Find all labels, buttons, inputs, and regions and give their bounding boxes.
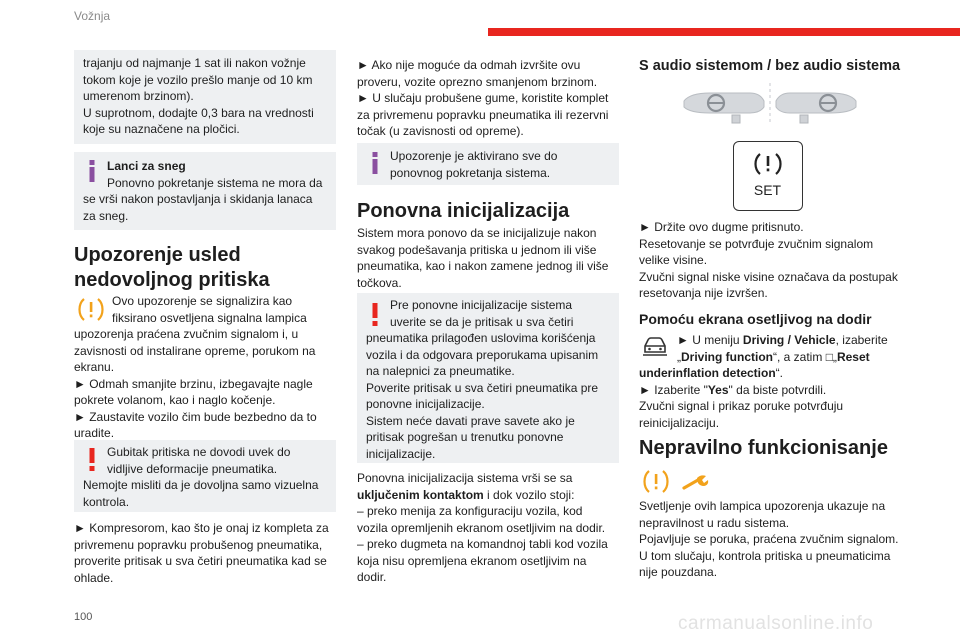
caution-line: Gubitak pritiska ne dovodi uvek do [107,445,291,459]
compressor-line: ohlade. [74,570,114,585]
exclamation-icon [371,303,379,327]
confirm-text: ► Izaberite " [639,382,708,397]
heading-touchscreen: Pomoću ekrana osetljivog na dodir [639,311,872,327]
tyre-pressure-icon [751,151,785,177]
malfunction-line: nije pouzdana. [639,565,718,579]
note-line: tokom koje je vozilo prešlo manje od 10 km [83,72,313,87]
warn-text-line: fiksirano osvetljena signalna lampica [112,310,307,325]
caution-line: pneumatika prilagođen uslovima korišćenja [366,331,596,345]
heading-reinitialization: Ponovna inicijalizacija [357,200,570,222]
heading-underinflation: Upozorenje usled [74,244,241,266]
compressor-line: proverite pritisak u sva četiri pneumatika kad se [74,554,327,568]
note-line: U suprotnom, dodajte 0,3 bara na vrednosti [83,105,314,120]
compressor-line: ► Kompresorom, kao što je onaj iz kompleta za [74,521,329,535]
col2-top-line: ► U slučaju probušene gume, koristite komplet [357,91,609,105]
reinit-method-line [357,487,608,504]
reinit-method-line: – preko menija za konfiguraciju vozila, kod [357,504,583,518]
menu-reset: Reset [836,349,870,364]
col2-top-line: za privremenu popravku pneumatika ili rezervni [357,107,609,122]
reinit-method-line: dodir. [357,570,387,584]
malfunction-line: Svetljenje ovih lampica upozorenja ukazuje na [639,499,886,513]
menu-driving-vehicle: Driving / Vehicle [742,333,836,347]
wrench-service-icon [680,472,710,494]
reinit-method-line: koja nisu opremljena ekranom osetljivim na [357,553,587,568]
reinit-method-line: vozila opremljenih ekranom osetljivim na dodir. [357,520,606,535]
caution-line: na nalepnici za pneumatike. [366,364,515,378]
touch-text: □„ [825,349,837,364]
reinit-line: svakog podešavanja pritiska u jednom ili više [357,242,597,257]
page-number: 100 [74,611,93,623]
caution-line: Nemojte misliti da je dovoljna samo vizuelna [83,478,319,492]
confirm-rest-line: reinicijalizaciju. [639,415,720,430]
exclamation-icon [88,448,96,472]
malfunction-line: U tom slučaju, kontrola pritiska u pneumaticima [639,548,891,563]
header-accent-bar [488,28,960,36]
tyre-pressure-warning-icon [76,297,106,323]
warn-text-line: uradite. [74,426,115,440]
caution-box-reinit [357,293,619,463]
menu-underinflation-detection: underinflation detection [639,366,776,380]
warn-text-line: pokrete volanom, kao i naglo kočenje. [74,393,276,407]
touch-text: “, a zatim [773,349,826,364]
touch-text: “. [775,366,784,380]
info-icon [88,160,96,182]
confirm-rest-line: Zvučni signal i prikaz poruke potvrđuju [639,399,844,413]
info-line: Ponovno pokretanje sistema ne mora da [107,175,323,190]
caution-line: Poverite pritisak u sva četiri pneumatika pre [366,380,599,395]
hold-line: velike visine. [639,253,708,267]
dashboard-illustration [680,81,860,125]
confirm-line [639,382,909,399]
caution-line: vidljive deformacije pneumatika. [107,461,278,476]
touch-text: , izaberite [835,333,888,347]
info-line: ponovnog pokretanja sistema. [390,165,551,180]
caution-line: uverite se da je pritisak u sva četiri [390,314,574,329]
warn-text-line: ► Zaustavite vozilo čim bude bezbedno da to [74,409,317,424]
warn-text-line: Ovo upozorenje se signalizira kao [112,294,293,308]
ignition-on-text: uključenim kontaktom [357,487,484,502]
watermark: carmanualsonline.info [678,613,874,634]
info-line: Upozorenje je aktivirano sve do [390,149,558,163]
heading-underinflation-2: nedovoljnog pritiska [74,269,270,291]
reinit-line: Sistem mora ponovo da se inicijalizuje nakon [357,226,597,240]
malfunction-line: nepravilnost u radu sistema. [639,515,790,530]
info-line: za sneg. [83,208,129,223]
touch-line-2 [639,349,909,366]
info-icon [371,152,379,174]
col2-top-line: ► Ako nije moguće da odmah izvršite ovu [357,58,581,72]
warn-text-line: ► Odmah smanjite brzinu, izbegavajte nagle [74,376,313,391]
touch-line-3 [639,365,909,382]
touch-text: ► U meniju [677,333,743,347]
caution-line: kontrola. [83,494,130,509]
malfunction-line: Pojavljuje se poruka, praćena zvučnim signalom. [639,532,899,546]
note-box-1 [74,50,336,144]
hold-line: resetovanja nije izvršen. [639,286,768,300]
section-title: Vožnja [74,9,111,23]
hold-line: Zvučni signal niske visine označava da postupak [639,269,898,284]
col2-top-line: proveru, vozite oprezno smanjenom brzinom. [357,74,598,89]
caution-box-pressure-loss [74,440,336,512]
reinit-line: pneumatika, kao i nakon zamene jednog ili više [357,259,609,273]
caution-line: Sistem neće davati prave savete ako je [366,413,575,428]
info-box-snow-chains [74,152,336,230]
warn-text-line: upozorenja praćena zvučnim signalom i, u [74,327,299,341]
heading-audio-system: S audio sistemom / bez audio sistema [639,58,901,74]
menu-driving-function: Driving function [681,349,773,364]
reinit-method-text: i dok vozilo stoji: [483,487,575,502]
info-box-activated [357,143,619,185]
hold-line: ► Držite ovo dugme pritisnuto. [639,220,804,234]
caution-line: inicijalizacije. [366,446,436,461]
caution-line: ponovne inicijalizacije. [366,397,485,411]
heading-malfunction: Nepravilno funkcionisanje [639,437,888,459]
warn-text-line: zavisnosti od instalirane opreme, porukom na [74,343,316,358]
reinit-line: točkova. [357,275,402,290]
touch-line-1 [639,332,909,349]
info-line: se vrši nakon postavljanja i skidanja lanaca [83,192,313,206]
compressor-line: privremenu popravku probušenog pneumatika, [74,537,323,552]
note-line: koje su naznačene na pločici. [83,122,240,136]
note-line: trajanju od najmanje 1 sat ili nakon vožnje [83,56,306,70]
yes-option: Yes [707,382,729,397]
hold-line: Resetovanje se potvrđuje zvučnim signalom [639,236,874,251]
caution-line: pritisak pogrešan u trenutku ponovne [366,430,564,444]
note-line: umerenom brzinom). [83,89,194,103]
reinit-method-line: Ponovna inicijalizacija sistema vrši se sa [357,471,573,485]
col2-top-line: točak (u zavisnosti od opreme). [357,124,524,138]
set-button-label: SET [753,182,782,198]
confirm-text: " da biste potvrdili. [728,382,827,397]
set-button[interactable] [733,141,803,211]
tyre-pressure-warning-icon [641,469,671,495]
reinit-method-line: – preko dugmeta na komandnoj tabli kod vozila [357,537,608,551]
touch-text: „ [677,349,681,364]
info-title: Lanci za sneg [107,159,186,173]
caution-line: vozila i da odgovara preporukama upisanim [366,347,599,362]
caution-line: Pre ponovne inicijalizacije sistema [390,298,573,312]
warn-text-line: ekranu. [74,360,115,374]
